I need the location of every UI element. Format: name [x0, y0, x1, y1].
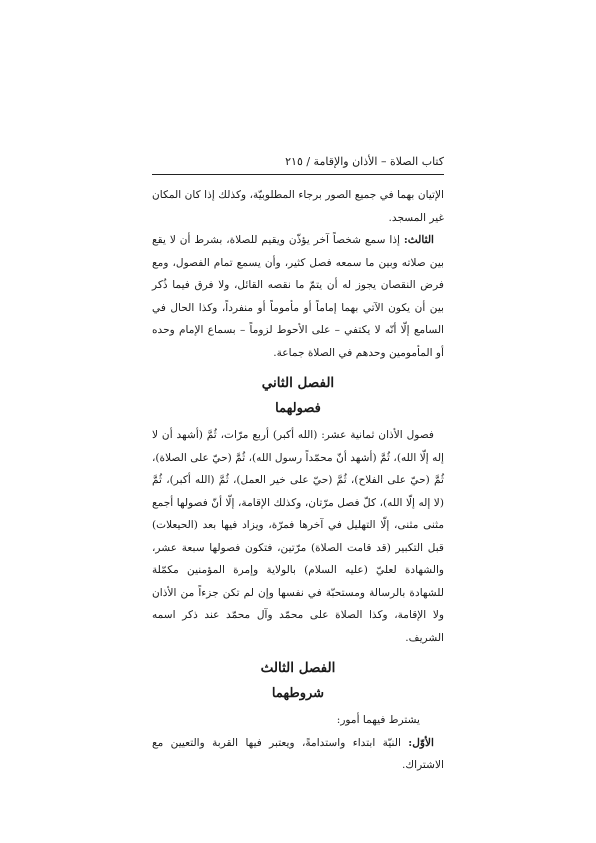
- paragraph: يشترط فيهما أمور:: [336, 714, 420, 726]
- paragraph: فصول الأذان ثمانية عشر: (الله أكبر) أربع مرّات، ثُمَّ (أشهد أن لا إله إلّا الله)، ثُمَّ (أشهد أنّ محمّداً رسول الله)، ثُمَّ (حيّ على الصلاة)، ثُمَّ (حيّ على الفلاح)، ثُمَّ (حيّ على خير العمل)، ثُمَّ (الله أكبر)، ثُمَّ (لا إله إلّا الله)، كلّ فصل مرّتان، وكذلك الإقامة، إلّا أنّ فصولها أجمع مثنى مثنى، إلّا التهليل في آخرها فمرّة، ويزاد فيها بعد (الحيعلات) قبل التكبير (قد قامت الصلاة) مرّتين، فتكون فصولها سبعة عشر، والشهادة لعليّ (عليه السلام) بالولاية وإمرة المؤمنين مكمّلة للشهادة بالرسالة ومستحبّة في نفسها وإن لم تكن جزءاً من الأذان ولا الإقامة، وكذا الصلاة على محمّد وآل محمّد عند ذكر اسمه الشريف.: [152, 429, 444, 644]
- paragraph: الأوّل: النيّة ابتداء واستدامةً، ويعتبر فيها القربة والتعيين مع الاشتراك.: [152, 736, 444, 771]
- header-divider: [152, 174, 444, 175]
- item-label: الثالث:: [403, 234, 434, 246]
- chapter-heading: الفصل الثالث: [260, 660, 336, 676]
- chapter-subheading: شروطهما: [271, 686, 325, 701]
- running-title: كتاب الصلاة – الأذان والإقامة / ٢١٥: [285, 155, 444, 168]
- paragraph: الإتيان بهما في جميع الصور برجاء المطلوبيّة، وكذلك إذا كان المكان غير المسجد.: [152, 189, 444, 224]
- running-header: [152, 155, 444, 168]
- page-body: [152, 184, 444, 777]
- item-label: الأوّل:: [408, 736, 434, 749]
- chapter-subheading: فصولهما: [275, 401, 321, 416]
- paragraph: الثالث: إذا سمع شخصاً آخر يؤذّن ويقيم للصلاة، بشرط أن لا يقع بين صلاته وبين ما سمعه فصل كثير، وأن يسمع تمام الفصول، ومع فرض النقصان يجوز له أن يتمّ ما نقصه القائل، ولا فرق فيما ذُكر بين أن يكون الآتي بهما إماماً أو مأموماً أو منفرداً، وكذا الحال في السامع إلّا أنّه لا يكتفي – على الأحوط لزوماً – بسماع الإمام وحده أو المأمومين وحدهم في الصلاة جماعة.: [152, 234, 444, 359]
- chapter-heading: الفصل الثاني: [261, 375, 335, 391]
